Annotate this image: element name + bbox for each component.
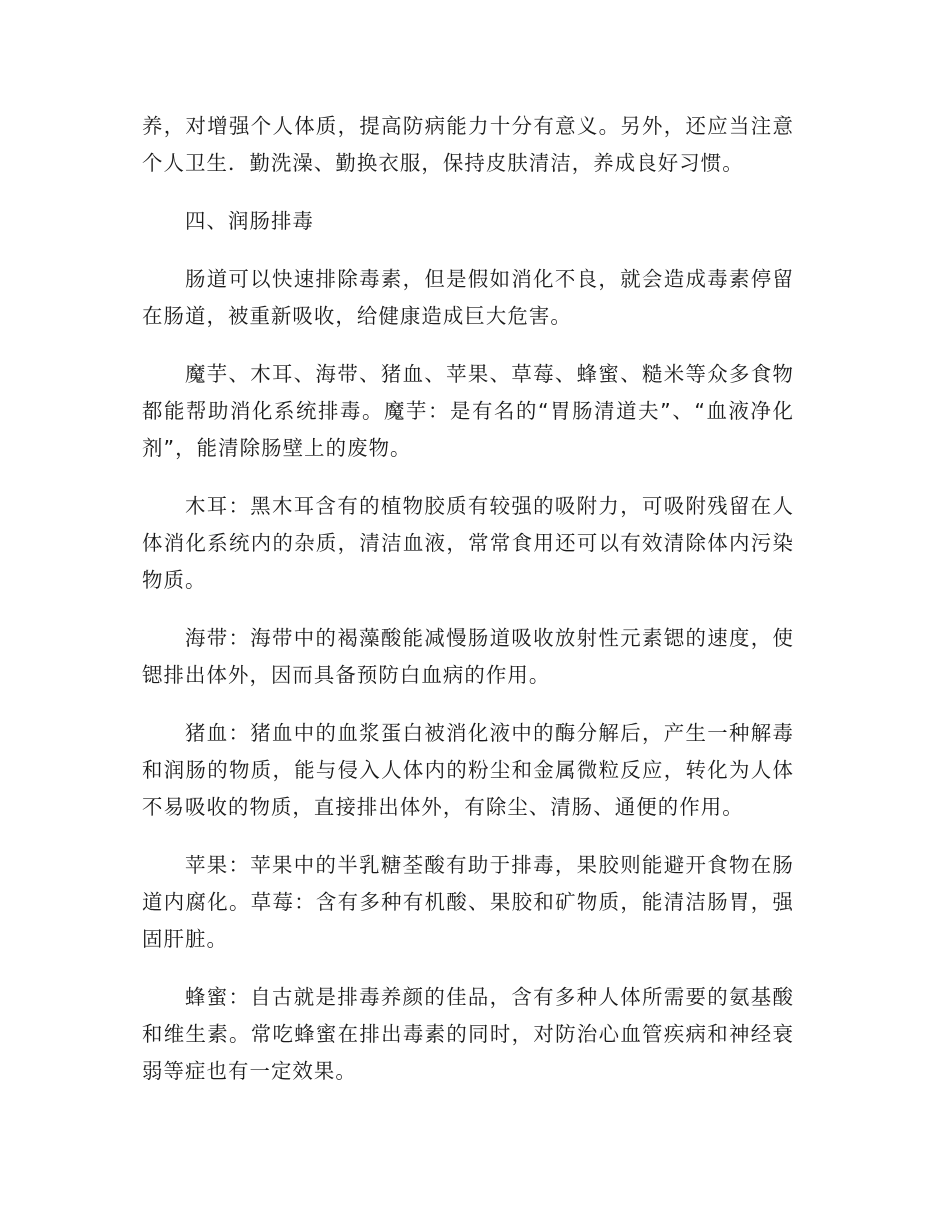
section-heading: 四、润肠排毒: [185, 209, 314, 233]
paragraph-continued: 养，对增强个人体质，提高防病能力十分有意义。另外，还应当注意个人卫生．勤洗澡、勤换衣服，保持皮肤清洁，养成良好习惯。: [142, 114, 794, 175]
paragraph-kelp: 海带：海带中的褐藻酸能减慢肠道吸收放射性元素锶的速度，使锶排出体外，因而具备预防白血病的作用。: [142, 626, 794, 687]
paragraph-fungus: 木耳：黑木耳含有的植物胶质有较强的吸附力，可吸附残留在人体消化系统内的杂质，清洁血液，常常食用还可以有效清除体内污染物质。: [142, 494, 794, 592]
paragraph-apple: 苹果：苹果中的半乳糖荃酸有助于排毒，果胶则能避开食物在肠道内腐化。草莓：含有多种有机酸、果胶和矿物质，能清洁肠胃，强固肝脏。: [142, 853, 794, 951]
document-body: [142, 108, 794, 1090]
paragraph-foods: 魔芋、木耳、海带、猪血、苹果、草莓、蜂蜜、糙米等众多食物都能帮助消化系统排毒。魔芋：是有名的“胃肠清道夫”、“血液净化剂”，能清除肠壁上的废物。: [142, 362, 794, 460]
paragraph-honey: 蜂蜜：自古就是排毒养颜的佳品，含有多种人体所需要的氨基酸和维生素。常吃蜂蜜在排出毒素的同时，对防治心血管疾病和神经衰弱等症也有一定效果。: [142, 985, 794, 1083]
paragraph-pig-blood: 猪血：猪血中的血浆蛋白被消化液中的酶分解后，产生一种解毒和润肠的物质，能与侵入人体内的粉尘和金属微粒反应，转化为人体不易吸收的物质，直接排出体外，有除尘、清肠、通便的作用。: [142, 721, 794, 819]
paragraph-intestine: 肠道可以快速排除毒素，但是假如消化不良，就会造成毒素停留在肠道，被重新吸收，给健康造成巨大危害。: [142, 267, 794, 328]
